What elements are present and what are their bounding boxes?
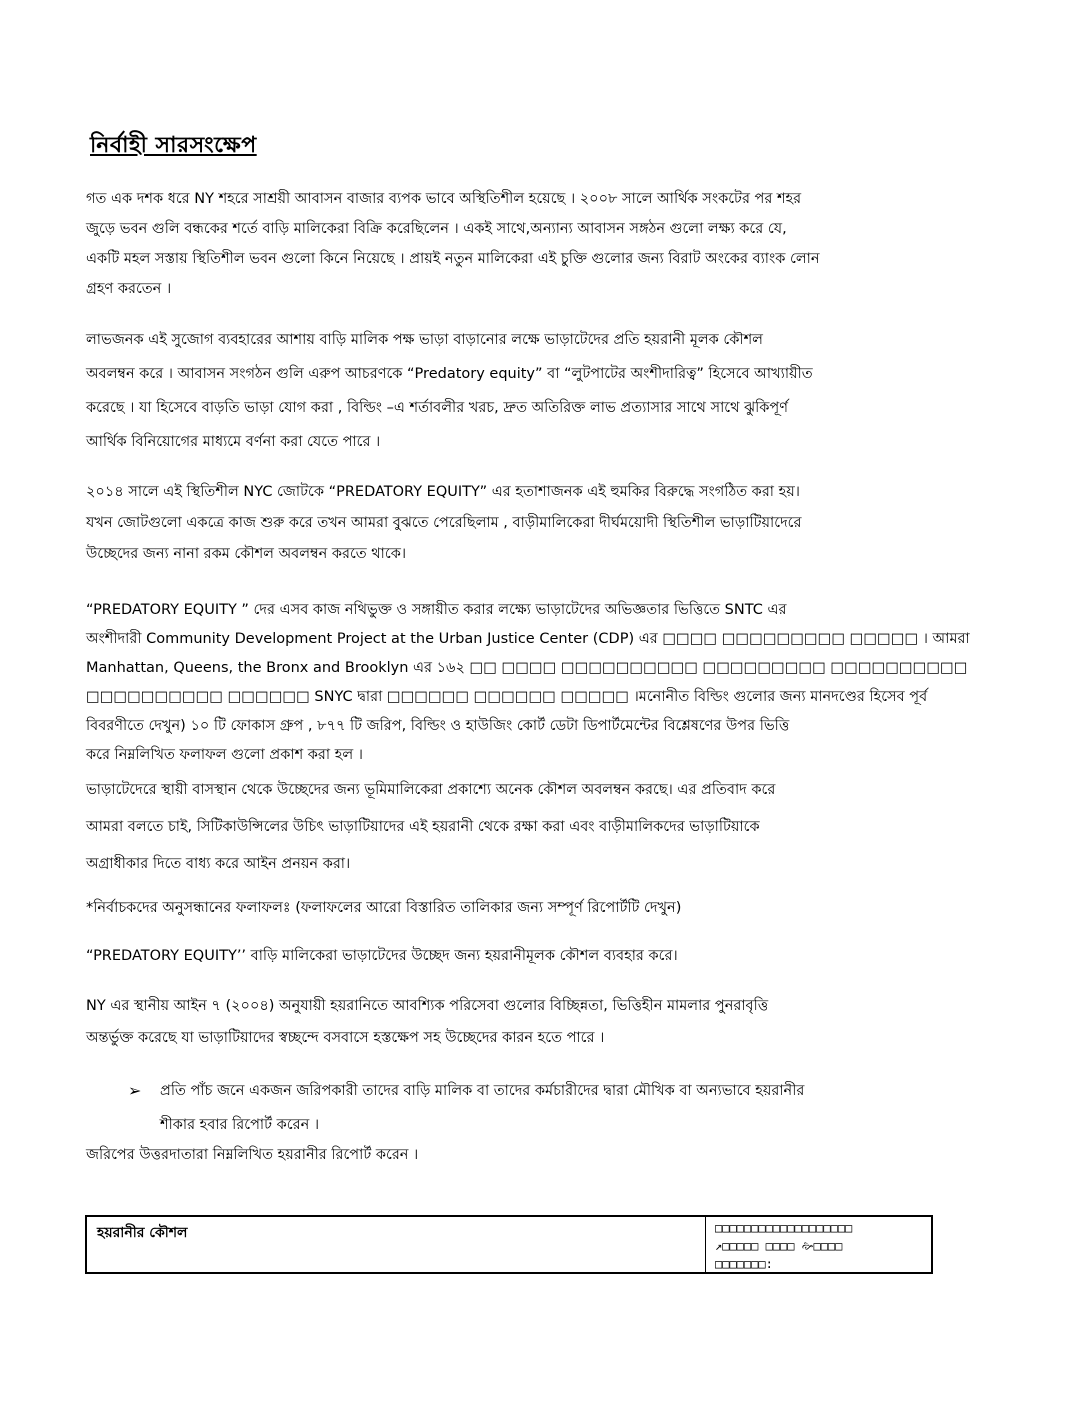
paragraph-line: □□□□□□□□□□ □□□□□□ SNYC দ্বারা □□□□□□ □□□□□□ □□□□□ ।মনোনীত বিল্ডিং গুলোর জন্য মানদণ্ডের হিসেব পূর্ব <box>86 689 928 705</box>
arrow-bullet-icon: ➢ <box>128 1081 142 1100</box>
paragraph-findings-note <box>86 893 1006 923</box>
paragraph-line: একটি মহল সস্তায় স্থিতিশীল ভবন গুলো কিনে নিয়েছে । প্রায়ই নতুন মালিকেরা এই চুক্তি গুলোর জন্য বিরাট অংকের ব্যাংক লোন <box>86 251 820 267</box>
paragraph-line: NY এর স্থানীয় আইন ৭ (২০০৪) অনুযায়ী হয়রানিতে আবশ্যিক পরিসেবা গুলোর বিচ্ছিন্নতা, ভিত্তিহীন মামলার পুনরাবৃত্তি <box>86 998 769 1014</box>
paragraph-line: *নির্বাচকদের অনুসন্ধানের ফলাফলঃ (ফলাফলের আরো বিস্তারিত তালিকার জন্য সম্পূর্ণ রিপোর্টটি দেখুন) <box>86 900 682 916</box>
paragraph-line: লাভজনক এই সুজোগ ব্যবহারের আশায় বাড়ি মালিক পক্ষ ভাড়া বাড়ানোর লক্ষে ভাড়াটেদের প্রতি হয়রানী মূলক কৌশল <box>86 332 763 348</box>
table-header-percent <box>715 1219 927 1273</box>
table-header-line: □□□□□□□□□□□□□□□□□□□ <box>715 1221 853 1235</box>
paragraph-coalition <box>86 477 1006 570</box>
paragraph-line: করে নিম্নলিখিত ফলাফল গুলো প্রকাশ করা হল । <box>86 747 363 763</box>
paragraph-demand <box>86 772 1006 883</box>
paragraph-respondents <box>86 1140 1006 1170</box>
paragraph-line: Manhattan, Queens, the Bronx and Brooklyn এর ১৬২ □□ □□□□ □□□□□□□□□□ □□□□□□□□□ □□□□□□□□□□ <box>86 660 968 676</box>
bullet-text <box>160 1074 990 1142</box>
table-column-divider <box>705 1217 706 1272</box>
harassment-table <box>85 1215 933 1274</box>
paragraph-line: অন্তর্ভুক্ত করেছে যা ভাড়াটিয়াদের স্বচ্ছন্দে বসবাসে হস্তক্ষেপ সহ উচ্ছেদের কারন হতে পারে । <box>86 1030 605 1046</box>
paragraph-line: ভাড়াটেদেরে স্থায়ী বাসস্থান থেকে উচ্ছেদের জন্য ভূমিমালিকেরা প্রকাশ্যে অনেক কৌশল অবলম্বন করছে। এর প্রতিবাদ করে <box>86 782 776 798</box>
paragraph-line: জরিপের উত্তরদাতারা নিম্নলিখিত হয়রানীর রিপোর্ট করেন । <box>86 1147 419 1163</box>
paragraph-harassment-tactics <box>86 941 1006 971</box>
paragraph-local-law <box>86 990 1006 1054</box>
paragraph-line: “PREDATORY EQUITY ” দের এসব কাজ নথিভুক্ত ও সঙ্গায়ীত করার লক্ষ্যে ভাড়াটেদের অভিজ্ঞতার ভিত্তিতে SNTC এর <box>86 602 787 618</box>
paragraph-predatory-equity <box>86 323 1006 459</box>
paragraph-line: আমরা বলতে চাই, সিটিকাউন্সিলের উচিৎ ভাড়াটিয়াদের এই হয়রানী থেকে রক্ষা করা এবং বাড়ীমালিকদের ভাড়াটিয়াকে <box>86 819 760 835</box>
paragraph-line: ২০১৪ সালে এই স্থিতিশীল NYC জোটকে “PREDATORY EQUITY” এর হতাশাজনক এই হুমকির বিরুদ্ধে সংগঠিত করা হয়। <box>86 484 800 500</box>
paragraph-line: আর্থিক বিনিয়োগের মাধ্যমে বর্ণনা করা যেতে পারে । <box>86 434 381 450</box>
paragraph-line: জুড়ে ভবন গুলি বন্ধকের শর্তে বাড়ি মালিকেরা বিক্রি করেছিলেন । একই সাথে,অন্যান্য আবাসন সঙ্গঠন গুলো লক্ষ্য করে যে, <box>86 221 787 237</box>
table-header-tactics: হয়রানীর কৌশল <box>97 1225 188 1241</box>
paragraph-line: করেছে । যা হিসেবে বাড়তি ভাড়া যোগ করা , বিল্ডিং –এ শর্তাবলীর খরচ, দ্রুত অতিরিক্ত লাভ প্রত্যাসার সাথে সাথে ঝুকিপূর্ণ <box>86 400 788 416</box>
paragraph-line: যখন জোটগুলো একত্রে কাজ শুরু করে তখন আমরা বুঝতে পেরেছিলাম , বাড়ীমালিকেরা দীর্ঘময়োদী স্থিতিশীল ভাড়াটিয়াদেরে <box>86 515 802 531</box>
paragraph-line: গ্রহণ করতেন । <box>86 281 172 297</box>
bullet-line: শীকার হবার রিপোর্ট করেন । <box>160 1117 320 1133</box>
page-title: নির্বাহী সারসংক্ষেপ <box>90 133 257 158</box>
paragraph-line: বিবরণীতে দেখুন) ১০ টি ফোকাস গ্রুপ , ৮৭৭ টি জরিপ, বিল্ডিং ও হাউজিং কোর্ট ডেটা ডিপার্টমেন্টের বিশ্লেষণের উপর ভিত্তি <box>86 718 790 734</box>
bullet-line: প্রতি পাঁচ জনে একজন জরিপকারী তাদের বাড়ি মালিক বা তাদের কর্মচারীদের দ্বারা মৌখিক বা অন্যভাবে হয়রানীর <box>160 1083 805 1099</box>
table-header-line: □□□□□□□: <box>715 1257 773 1271</box>
paragraph-line: “PREDATORY EQUITY’’ বাড়ি মালিকেরা ভাড়াটেদের উচ্ছেদ জন্য হয়রানীমূলক কৌশল ব্যবহার করে। <box>86 948 678 964</box>
paragraph-intro <box>86 184 1006 304</box>
paragraph-line: গত এক দশক ধরে NY শহরে সাশ্রয়ী আবাসন বাজার ব্যপক ভাবে অস্থিতিশীল হয়েছে । ২০০৮ সালে আর্থিক সংকটের পর শহর <box>86 191 802 207</box>
paragraph-line: অগ্রাধীকার দিতে বাধ্য করে আইন প্রনয়ন করা। <box>86 856 351 872</box>
table-header-line: ↗□□□□□ □□□□ 🙚□□□□ <box>715 1239 843 1253</box>
paragraph-line: অংশীদারী Community Development Project at the Urban Justice Center (CDP) এর □□□□ □□□□□□□□□ □□□□□ । আমরা <box>86 631 970 647</box>
paragraph-line: উচ্ছেদের জন্য নানা রকম কৌশল অবলম্বন করতে থাকে। <box>86 546 407 562</box>
paragraph-methodology <box>86 596 1006 770</box>
paragraph-line: অবলম্বন করে । আবাসন সংগঠন গুলি এরুপ আচরণকে “Predatory equity” বা “লুটপাটের অংশীদারিত্ব” হিসেবে আখ্যায়ীত <box>86 366 813 382</box>
